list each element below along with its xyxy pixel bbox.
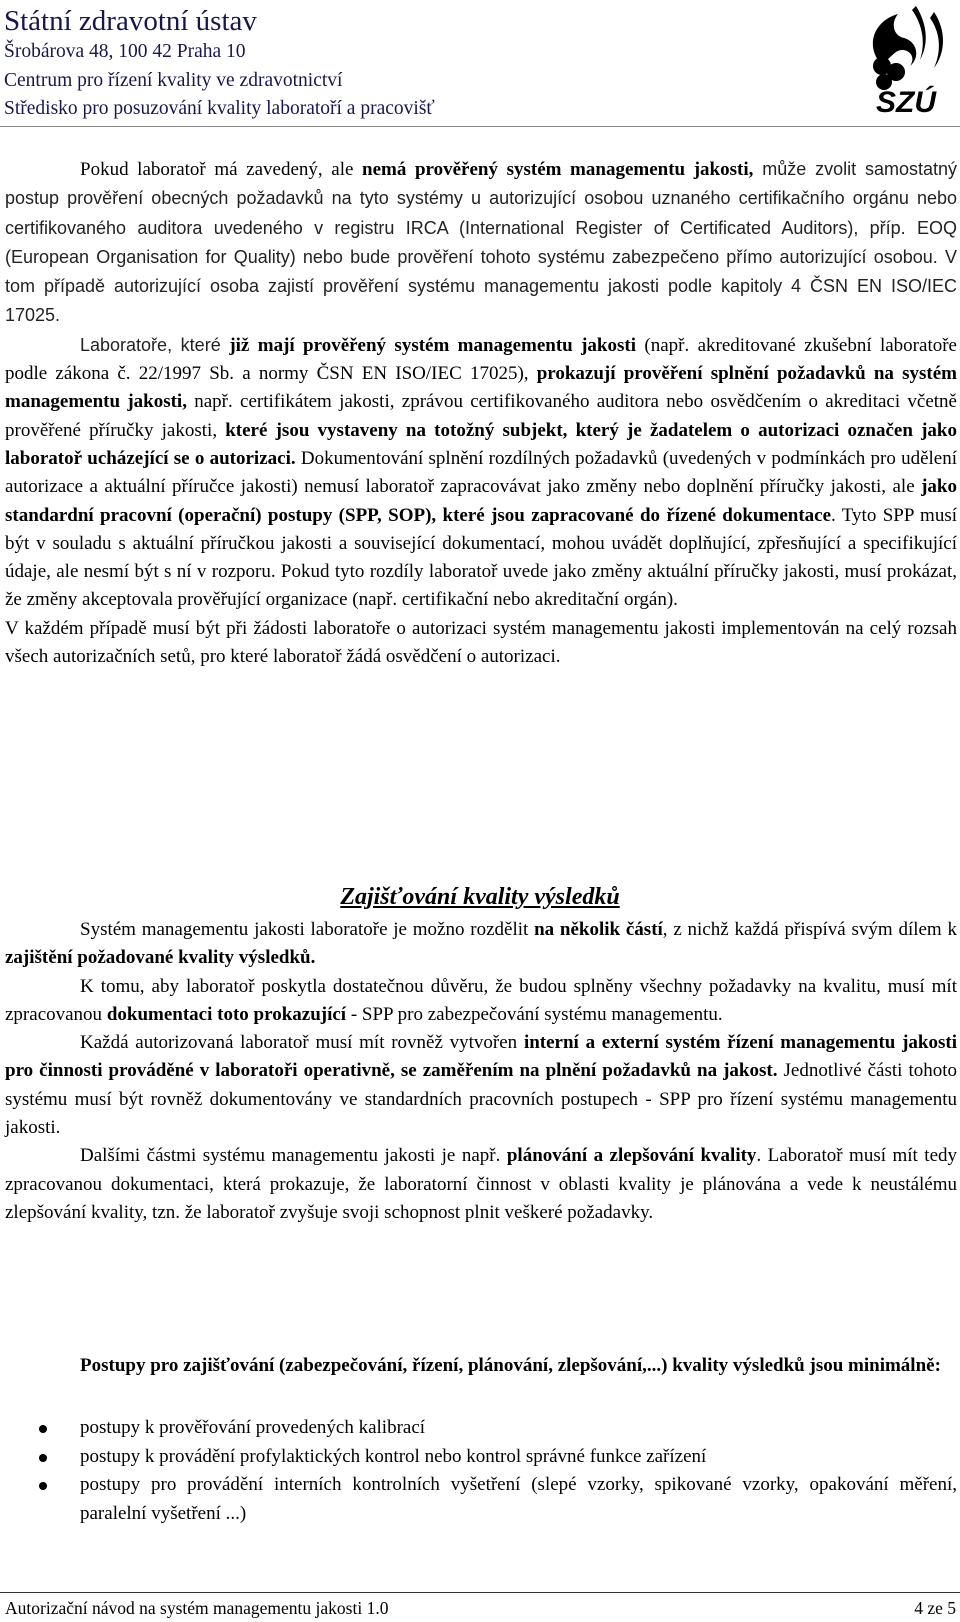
list-item: postupy k prověřování provedených kalibrací [5,1414,957,1443]
bullet-icon [39,1425,47,1433]
division-name: Středisko pro posuzování kvality laboratoří a pracovišť [4,98,435,119]
paragraph-unverified-system: Pokud laboratoř má zavedený, ale nemá prověřený systém managementu jakosti, může zvolit samostatný postup prověření obecných požadavků na tyto systémy u autorizující osobou uznaného certifikačního orgánu nebo certifikovaného auditora uvedeného v registru IRCA (International Register of Certificated Auditors), příp. EOQ (European Organisation for Quality) nebo bude prověření tohoto systému zabezpečeno přímo autorizující osobou. V tom případě autorizující osoba zajistí prověření systému managementu jakosti podle kapitoly 4 ČSN EN ISO/IEC 17025. [5,159,957,326]
center-name: Centrum pro řízení kvality ve zdravotnictví [4,70,343,91]
list-item: postupy k provádění profylaktických kontrol nebo kontrol správné funkce zařízení [5,1443,957,1472]
bullet-icon [39,1482,47,1490]
footer-divider [0,1592,960,1593]
logo-text: SZÚ [876,86,936,119]
paragraph-planning: Dalšími částmi systému managementu jakosti je např. plánování a zlepšování kvality. Laboratoř musí mít tedy zpracovanou dokumentaci, která prokazuje, že laboratorní činnost v oblasti kvality je plánována a vede k neustálému zlepšování kvality, tzn. že laboratoř zvyšuje svoji schopnost plnit veškeré požadavky. [5,1145,957,1223]
section-management-verification [5,155,957,671]
section-quality-assurance [5,916,957,1227]
paragraph-internal-external: Každá autorizovaná laboratoř musí mít rovněž vytvořen interní a externí systém řízení managementu jakosti pro činnosti prováděné v laboratoři operativně, se zaměřením na plnění požadavků na jakost. Jednotlivé části tohoto systému musí být rovněž dokumentovány ve standardních pracovních postupech - SPP pro řízení systému managementu jakosti. [5,1032,958,1139]
section-minimal-procedures [5,1352,957,1380]
paragraph-verified-system: Laboratoře, které již mají prověřený systém managementu jakosti (např. akreditované zkušební laboratoře podle zákona č. 22/1997 Sb. a normy ČSN EN ISO/IEC 17025), prokazují prověření splnění požadavků na systém managementu jakosti, např. certifikátem jakosti, zprávou certifikovaného auditora nebo osvědčením o akreditaci včetně prověřené příručky jakosti, které jsou vystaveny na totožný subjekt, který je žadatelem o autorizaci označen jako laboratoř ucházející se o autorizaci. Dokumentování splnění rozdílných požadavků (uvedených v podmínkách pro udělení autorizace a aktuální příručce jakosti) nemusí laboratoř zapracovávat jako změny nebo doplnění příručky jakosti, ale jako standardní pracovní (operační) postupy (SPP, SOP), které jsou zapracované do řízené dokumentace. Tyto SPP musí být v souladu s aktuální příručkou jakosti a související dokumentací, mohou uvádět doplňující, zpřesňující a specifikující údaje, ale nesmí být s ní v rozporu. Pokud tyto rozdíly laboratoř uvede jako změny aktuální příručky jakosti, musí prokázat, že změny akceptovala prověřující organizace (např. certifikační nebo akreditační orgán). [5,334,957,611]
paragraph-parts: Systém managementu jakosti laboratoře je možno rozdělit na několik částí, z nichž každá přispívá svým dílem k zajištění požadované kvality výsledků. [5,919,957,969]
page-number: 4 ze 5 [914,1598,956,1618]
szu-logo [838,2,958,120]
section-title-quality-assurance: Zajišťování kvality výsledků [340,884,620,910]
document-name: Autorizační návod na systém managementu jakosti 1.0 [5,1598,389,1618]
paragraph-documentation: K tomu, aby laboratoř poskytla dostatečnou důvěru, že budou splněny všechny požadavky na kvalitu, musí mít zpracovanou dokumentaci toto prokazující - SPP pro zabezpečování systému managementu. [5,975,957,1025]
institution-title: Státní zdravotní ústav [4,5,257,37]
list-item: postupy pro provádění interních kontrolních vyšetření (slepé vzorky, spikované vzorky, opakování měření, paralelní vyšetření ...) [5,1471,957,1528]
paragraph-implementation-scope: V každém případě musí být při žádosti laboratoře o autorizaci systém managementu jakosti implementován na celý rozsah všech autorizačních setů, pro které laboratoř žádá osvědčení o autorizaci. [5,617,957,668]
header-divider [0,126,960,127]
page-header [0,0,960,128]
procedures-heading: Postupy pro zajišťování (zabezpečování, řízení, plánování, zlepšování,...) kvality výsledků jsou minimálně: [80,1355,941,1376]
institution-address: Šrobárova 48, 100 42 Praha 10 [4,41,246,62]
page-footer [0,1592,960,1622]
bullet-icon [39,1454,47,1462]
procedures-list [5,1414,957,1528]
